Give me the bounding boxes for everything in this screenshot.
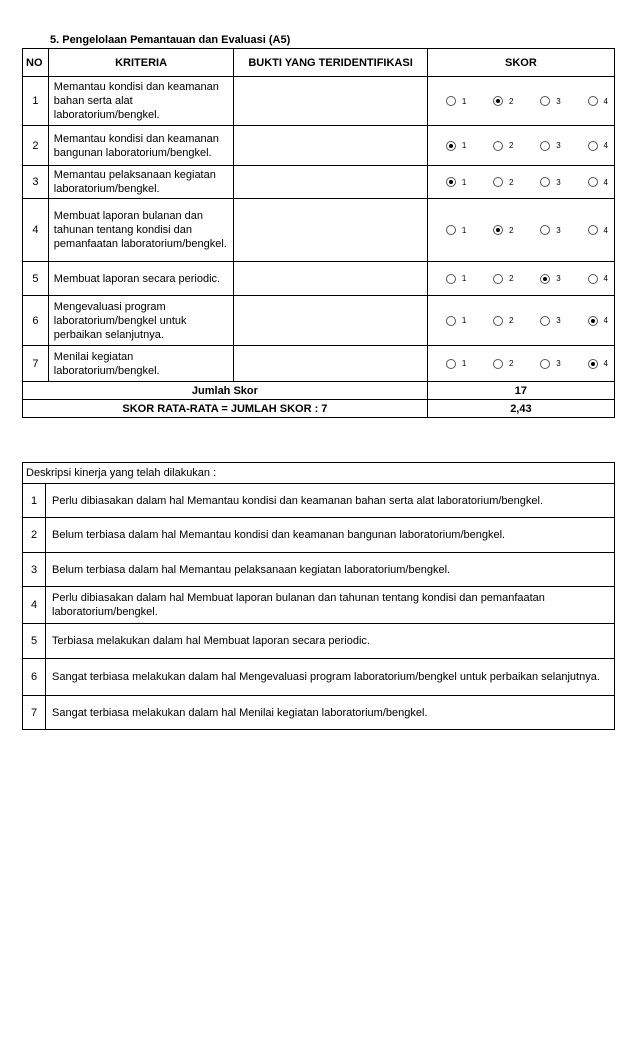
description-number: 4 <box>23 587 46 624</box>
evidence-cell[interactable] <box>234 126 428 166</box>
score-option-1[interactable] <box>446 274 466 284</box>
score-option-label: 2 <box>509 316 514 325</box>
row-number: 6 <box>23 296 49 346</box>
score-cell <box>427 199 614 262</box>
evidence-cell[interactable] <box>234 166 428 199</box>
radio-button-icon[interactable] <box>540 225 550 235</box>
description-row <box>23 553 615 587</box>
total-value: 17 <box>427 382 614 400</box>
score-option-label: 3 <box>556 96 561 106</box>
header-bukti: BUKTI YANG TERIDENTIFIKASI <box>234 49 428 77</box>
table-row <box>23 199 615 262</box>
row-number: 4 <box>23 199 49 262</box>
score-option-label: 3 <box>556 316 561 325</box>
radio-button-icon[interactable] <box>588 141 598 151</box>
radio-button-icon[interactable] <box>588 225 598 235</box>
criteria-text: Memantau pelaksanaan kegiatan laboratorium/bengkel. <box>53 169 216 195</box>
total-label: Jumlah Skor <box>23 382 428 400</box>
description-number: 1 <box>23 484 46 518</box>
description-text: Belum terbiasa dalam hal Memantau kondisi dan keamanan bangunan laboratorium/bengkel. <box>46 518 615 553</box>
table-row <box>23 166 615 199</box>
score-option-4[interactable] <box>588 177 608 187</box>
description-row <box>23 624 615 659</box>
score-option-3[interactable] <box>540 274 560 284</box>
criteria-cell <box>48 262 234 296</box>
criteria-text: Mengevaluasi program laboratorium/bengkel untuk perbaikan selanjutnya. <box>53 300 187 341</box>
average-label: SKOR RATA-RATA = JUMLAH SKOR : 7 <box>23 400 428 418</box>
evidence-cell[interactable] <box>234 296 428 346</box>
score-option-1[interactable] <box>446 316 466 326</box>
score-option-4[interactable] <box>588 274 608 284</box>
radio-button-icon[interactable] <box>446 274 456 284</box>
score-option-label: 1 <box>461 359 467 368</box>
score-option-2[interactable] <box>493 316 513 326</box>
radio-button-icon[interactable] <box>540 274 550 284</box>
score-option-label: 3 <box>556 177 561 187</box>
radio-button-icon[interactable] <box>446 316 456 326</box>
table-header-row <box>23 49 615 77</box>
score-option-2[interactable] <box>493 225 513 235</box>
description-text: Belum terbiasa dalam hal Memantau pelaksanaan kegiatan laboratorium/bengkel. <box>46 553 615 587</box>
score-option-3[interactable] <box>540 177 560 187</box>
score-options <box>428 359 614 369</box>
criteria-cell <box>48 296 234 346</box>
score-option-2[interactable] <box>493 141 513 151</box>
radio-button-icon[interactable] <box>493 316 503 326</box>
score-option-label: 4 <box>603 274 608 283</box>
description-row <box>23 587 615 624</box>
score-option-label: 4 <box>603 359 608 368</box>
table-row <box>23 346 615 382</box>
radio-button-icon[interactable] <box>540 316 550 326</box>
score-option-4[interactable] <box>588 225 608 235</box>
score-option-1[interactable] <box>446 177 466 187</box>
table-row <box>23 126 615 166</box>
header-skor: SKOR <box>427 49 614 77</box>
score-cell <box>427 346 614 382</box>
radio-button-icon[interactable] <box>588 359 598 369</box>
table-row <box>23 296 615 346</box>
score-option-3[interactable] <box>540 141 560 151</box>
radio-button-icon[interactable] <box>588 316 598 326</box>
criteria-cell <box>48 166 234 199</box>
radio-button-icon[interactable] <box>446 359 456 369</box>
score-cell <box>427 166 614 199</box>
score-option-label: 2 <box>509 359 514 368</box>
score-option-2[interactable] <box>493 274 513 284</box>
evaluation-table <box>22 48 615 418</box>
score-option-label: 2 <box>509 225 514 235</box>
score-cell <box>427 262 614 296</box>
section-title: 5. Pengelolaan Pemantauan dan Evaluasi (A5) <box>50 34 291 46</box>
description-table <box>22 462 615 730</box>
score-option-3[interactable] <box>540 316 560 326</box>
description-number: 5 <box>23 624 46 659</box>
score-option-label: 3 <box>556 274 561 283</box>
score-option-label: 4 <box>603 316 608 325</box>
score-option-3[interactable] <box>540 225 560 235</box>
table-row <box>23 262 615 296</box>
description-text: Perlu dibiasakan dalam hal Memantau kondisi dan keamanan bahan serta alat laboratorium/bengkel. <box>46 484 615 518</box>
criteria-text: Membuat laporan bulanan dan tahunan tentang kondisi dan pemanfaatan laboratorium/bengkel. <box>53 210 227 250</box>
row-number: 7 <box>23 346 49 382</box>
radio-button-icon[interactable] <box>540 177 550 187</box>
score-option-label: 2 <box>509 274 514 283</box>
description-text: Sangat terbiasa melakukan dalam hal Menilai kegiatan laboratorium/bengkel. <box>46 696 615 730</box>
score-option-label: 1 <box>461 225 467 235</box>
description-number: 2 <box>23 518 46 553</box>
score-option-label: 1 <box>461 96 467 106</box>
score-option-label: 4 <box>603 141 608 150</box>
radio-button-icon[interactable] <box>493 96 503 106</box>
score-option-2[interactable] <box>493 96 513 106</box>
score-option-4[interactable] <box>588 96 608 106</box>
radio-button-icon[interactable] <box>493 274 503 284</box>
evidence-cell[interactable] <box>234 77 428 126</box>
criteria-cell <box>48 126 234 166</box>
table-row <box>23 77 615 126</box>
description-row <box>23 659 615 696</box>
criteria-cell <box>48 77 234 126</box>
description-text: Sangat terbiasa melakukan dalam hal Mengevaluasi program laboratorium/bengkel untuk perbaikan selanjutnya. <box>46 659 615 696</box>
score-cell <box>427 77 614 126</box>
radio-button-icon[interactable] <box>540 359 550 369</box>
criteria-cell <box>48 346 234 382</box>
total-row <box>23 382 615 400</box>
average-row <box>23 400 615 418</box>
row-number: 5 <box>23 262 49 296</box>
radio-button-icon[interactable] <box>540 96 550 106</box>
evidence-cell[interactable] <box>234 262 428 296</box>
score-option-3[interactable] <box>540 96 560 106</box>
score-option-4[interactable] <box>588 316 608 326</box>
score-option-1[interactable] <box>446 96 466 106</box>
radio-button-icon[interactable] <box>588 177 598 187</box>
description-number: 7 <box>23 696 46 730</box>
description-number: 6 <box>23 659 46 696</box>
criteria-text: Memantau kondisi dan keamanan bahan serta alat laboratorium/bengkel. <box>53 81 219 121</box>
radio-button-icon[interactable] <box>446 96 456 106</box>
description-text: Perlu dibiasakan dalam hal Membuat laporan bulanan dan tahunan tentang kondisi dan pemanfaatan laboratorium/bengkel. <box>46 587 615 624</box>
criteria-cell <box>48 199 234 262</box>
score-option-2[interactable] <box>493 177 513 187</box>
description-header-row <box>23 463 615 484</box>
score-option-1[interactable] <box>446 225 466 235</box>
score-cell <box>427 126 614 166</box>
description-row <box>23 696 615 730</box>
radio-button-icon[interactable] <box>540 141 550 151</box>
criteria-text: Membuat laporan secara periodic. <box>53 272 221 285</box>
score-option-label: 1 <box>461 316 467 325</box>
score-option-label: 1 <box>461 274 467 283</box>
score-option-label: 3 <box>556 225 561 235</box>
score-option-label: 4 <box>603 96 608 106</box>
score-options <box>428 141 614 151</box>
score-option-label: 1 <box>461 141 467 150</box>
radio-button-icon[interactable] <box>446 225 456 235</box>
score-options <box>428 177 614 187</box>
header-no: NO <box>23 49 49 77</box>
score-options <box>428 316 614 326</box>
row-number: 3 <box>23 166 49 199</box>
radio-button-icon[interactable] <box>493 225 503 235</box>
score-options <box>428 225 614 235</box>
average-value: 2,43 <box>427 400 614 418</box>
description-row <box>23 518 615 553</box>
evidence-cell[interactable] <box>234 346 428 382</box>
score-option-label: 4 <box>603 177 608 187</box>
score-option-label: 2 <box>509 141 514 150</box>
radio-button-icon[interactable] <box>493 177 503 187</box>
score-option-1[interactable] <box>446 141 466 151</box>
criteria-text: Menilai kegiatan laboratorium/bengkel. <box>53 350 160 377</box>
score-option-4[interactable] <box>588 359 608 369</box>
description-header: Deskripsi kinerja yang telah dilakukan : <box>23 463 615 484</box>
score-option-3[interactable] <box>540 359 560 369</box>
score-option-label: 4 <box>603 225 608 235</box>
score-option-2[interactable] <box>493 359 513 369</box>
radio-button-icon[interactable] <box>588 274 598 284</box>
score-option-label: 2 <box>509 177 514 187</box>
score-option-4[interactable] <box>588 141 608 151</box>
score-option-label: 2 <box>509 96 514 106</box>
score-cell <box>427 296 614 346</box>
description-text: Terbiasa melakukan dalam hal Membuat laporan secara periodic. <box>46 624 615 659</box>
description-row <box>23 484 615 518</box>
radio-button-icon[interactable] <box>588 96 598 106</box>
score-options <box>428 96 614 106</box>
row-number: 2 <box>23 126 49 166</box>
score-option-1[interactable] <box>446 359 466 369</box>
score-option-label: 1 <box>461 177 467 187</box>
score-option-label: 3 <box>556 359 561 368</box>
radio-button-icon[interactable] <box>446 177 456 187</box>
score-option-label: 3 <box>556 141 561 150</box>
evidence-cell[interactable] <box>234 199 428 262</box>
radio-button-icon[interactable] <box>446 141 456 151</box>
header-kriteria: KRITERIA <box>48 49 234 77</box>
row-number: 1 <box>23 77 49 126</box>
radio-button-icon[interactable] <box>493 359 503 369</box>
radio-button-icon[interactable] <box>493 141 503 151</box>
score-options <box>428 274 614 284</box>
criteria-text: Memantau kondisi dan keamanan bangunan laboratorium/bengkel. <box>53 132 219 159</box>
description-number: 3 <box>23 553 46 587</box>
